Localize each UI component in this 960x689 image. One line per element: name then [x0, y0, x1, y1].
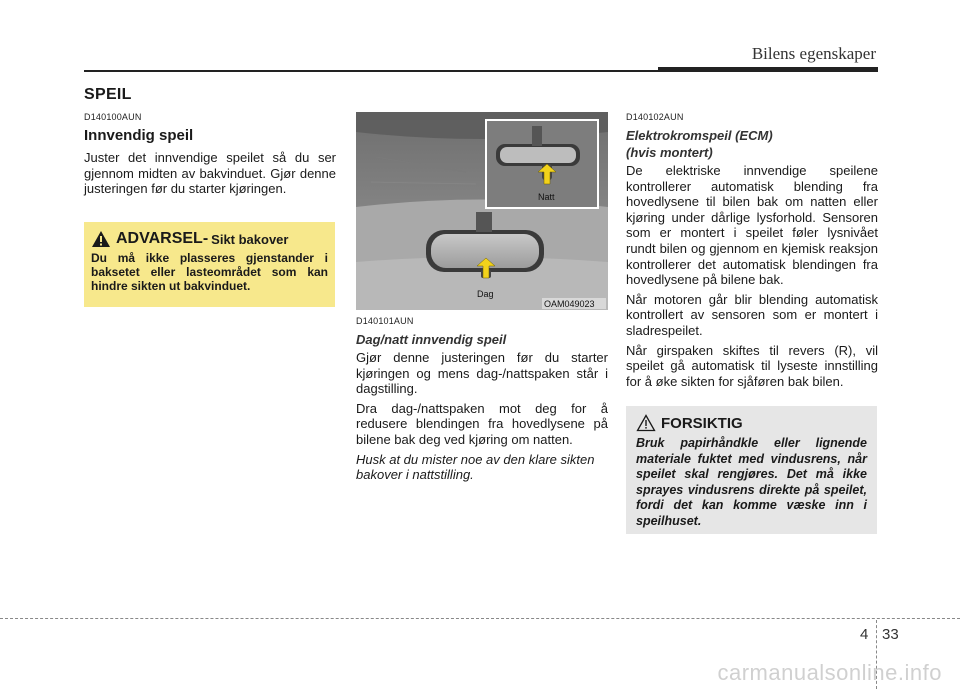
caution-triangle-icon [636, 414, 656, 432]
page-number: 33 [882, 626, 899, 643]
caution-text: Bruk papirhåndkle eller lignende materiale fuktet med vindusrens, når speilet skal rengjøres. Det må ikke sprayes vindusrens direkte på speilet, fordi det kan komme væske inn i speilhuset. [636, 436, 867, 528]
column-day-night-mirror [356, 316, 608, 487]
chapter-number: 4 [860, 626, 869, 643]
column-interior-mirror [84, 112, 336, 201]
mirror-illustration [356, 112, 608, 310]
warning-title: ADVARSEL- [116, 230, 209, 247]
warning-triangle-icon [91, 230, 111, 248]
caution-title: FORSIKTIG [661, 414, 743, 432]
header-rule-accent [658, 67, 878, 72]
subsection-heading: Elektrokromspeil (ECM) [626, 128, 773, 143]
subsection-subheading: (hvis montert) [626, 145, 713, 160]
body-paragraph: Juster det innvendige speilet så du ser gjennom midten av bakvinduet. Gjør denne justeringen før du starter kjøringen. [84, 150, 336, 197]
column-ecm-mirror [626, 112, 878, 393]
day-label: Dag [477, 289, 494, 299]
footer-rule [0, 618, 960, 619]
warning-box [84, 222, 335, 307]
body-paragraph-italic: Husk at du mister noe av den klare sikten bakover i nattstilling. [356, 451, 595, 483]
page-header-title: Bilens egenskaper [751, 44, 876, 63]
section-title: SPEIL [84, 86, 132, 103]
figure-code: OAM049023 [544, 299, 595, 309]
watermark: carmanualsonline.info [717, 660, 942, 685]
warning-subtitle: Sikt bakover [211, 231, 289, 247]
body-paragraph: Når girspaken skiftes til revers (R), vil speilet gå automatisk til lyseste innstilling for å øke sikten for sjåføren bak bilen. [626, 342, 878, 389]
night-label: Natt [538, 192, 555, 202]
body-paragraph: Gjør denne justeringen før du starter kjøringen og mens dag-/nattspaken står i dagstilling. [356, 350, 608, 397]
warning-text: Du må ikke plasseres gjenstander i baksetet eller lasteområdet som kan hindre sikten ut bakvinduet. [91, 251, 328, 293]
body-paragraph: Dra dag-/nattspaken mot deg for å redusere blendingen fra hovedlysene på bilene bak deg ved kjøring om natten. [356, 400, 608, 447]
mirror-figure [356, 112, 608, 310]
caution-heading [636, 414, 867, 432]
warning-heading [91, 230, 328, 248]
subsection-heading: Innvendig speil [84, 127, 194, 144]
body-paragraph: De elektriske innvendige speilene kontrollerer automatisk blending fra hovedlysene til bilen bak om natten eller kjøring under dårlige lysforhold. Sensoren som er montert i speilet føler lysnivået rundt bilen og gjennom en kjemisk reaksjon kontrollerer det automatisk blendingen fra hovedlysene på bilene bak. [626, 163, 878, 288]
section-code: D140101AUN [356, 316, 414, 326]
body-paragraph: Når motoren går blir blending automatisk kontrollert av sensoren som er montert i sladrespeilet. [626, 291, 878, 338]
caution-box [626, 406, 877, 534]
section-code: D140100AUN [84, 112, 142, 122]
section-code: D140102AUN [626, 112, 684, 122]
subsection-heading: Dag/natt innvendig speil [356, 332, 507, 347]
